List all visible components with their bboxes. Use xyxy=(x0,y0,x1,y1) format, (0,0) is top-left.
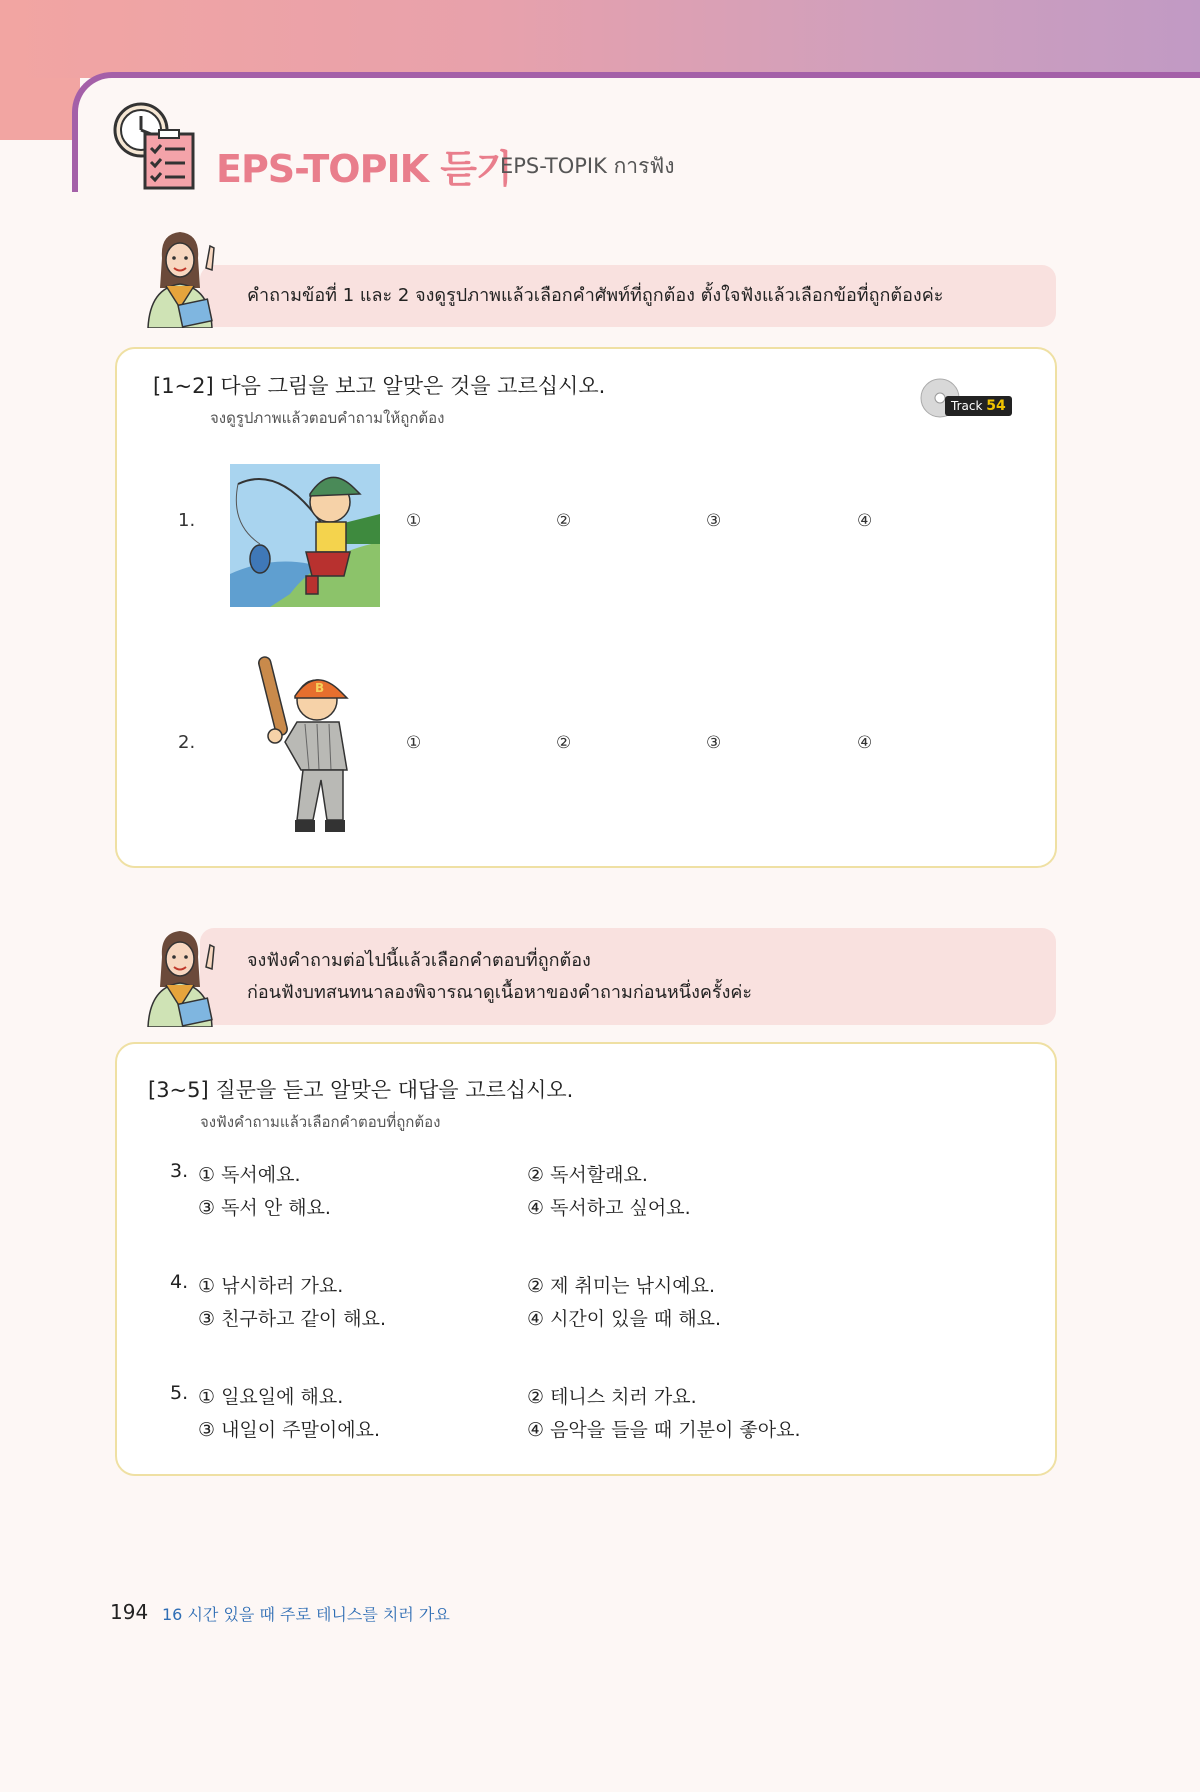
option-1[interactable]: ① xyxy=(406,733,422,753)
answer-option[interactable]: ② 테니스 치러 가요. xyxy=(527,1386,697,1408)
option-3[interactable]: ③ xyxy=(706,511,722,531)
track-number: 54 xyxy=(986,398,1006,414)
page-title: EPS-TOPIK 듣기 xyxy=(216,147,512,191)
section1-heading: [1~2] 다음 그림을 보고 알맞은 것을 고르십시오. xyxy=(153,374,606,398)
answer-option[interactable]: ③ 독서 안 해요. xyxy=(198,1197,331,1219)
option-2[interactable]: ② xyxy=(556,511,572,531)
question-number: 5. xyxy=(170,1382,189,1404)
answer-option[interactable]: ④ 독서하고 싶어요. xyxy=(527,1197,691,1219)
option-3[interactable]: ③ xyxy=(706,733,722,753)
top-corner-block xyxy=(0,78,80,140)
svg-text:B: B xyxy=(315,681,325,695)
answer-option[interactable]: ③ 내일이 주말이에요. xyxy=(198,1419,380,1441)
section2-heading: [3~5] 질문을 듣고 알맞은 대답을 고르십시오. xyxy=(148,1078,574,1102)
answer-option[interactable]: ② 제 취미는 낚시예요. xyxy=(527,1275,716,1297)
track-label: Track xyxy=(951,399,983,413)
question-number: 2. xyxy=(178,732,196,753)
chapter-title: 16 시간 있을 때 주로 테니스를 치러 가요 xyxy=(162,1605,450,1624)
answer-option[interactable]: ② 독서할래요. xyxy=(527,1164,648,1186)
page-frame xyxy=(72,72,1200,1778)
question-number: 3. xyxy=(170,1160,189,1182)
page-number: 194 xyxy=(110,1600,149,1624)
answer-option[interactable]: ④ 음악을 들을 때 기분이 좋아요. xyxy=(527,1419,801,1441)
option-4[interactable]: ④ xyxy=(857,511,873,531)
section2-subheading: จงฟังคำถามแล้วเลือกคำตอบที่ถูกต้อง xyxy=(200,1113,441,1131)
question-number: 4. xyxy=(170,1271,189,1293)
option-2[interactable]: ② xyxy=(556,733,572,753)
section1-subheading: จงดูรูปภาพแล้วตอบคำถามให้ถูกต้อง xyxy=(210,409,445,427)
answer-option[interactable]: ④ 시간이 있을 때 해요. xyxy=(527,1308,722,1330)
clock-checklist-icon xyxy=(113,100,197,192)
fishing-illustration xyxy=(230,464,380,607)
instruction-text-1: คำถามข้อที่ 1 และ 2 จงดูรูปภาพแล้วเลือกคำศัพท์ที่ถูกต้อง ตั้งใจฟังแล้วเลือกข้อที่ถูกต้องค่ะ xyxy=(247,285,944,306)
answer-option[interactable]: ① 낚시하러 가요. xyxy=(198,1275,344,1297)
answer-option[interactable]: ① 일요일에 해요. xyxy=(198,1386,344,1408)
option-4[interactable]: ④ xyxy=(857,733,873,753)
instruction-text-2b: ก่อนฟังบทสนทนาลองพิจารณาดูเนื้อหาของคำถามก่อนหนึ่งครั้งค่ะ xyxy=(247,982,753,1003)
answer-option[interactable]: ① 독서예요. xyxy=(198,1164,301,1186)
answer-option[interactable]: ③ 친구하고 같이 해요. xyxy=(198,1308,387,1330)
teacher-illustration xyxy=(140,927,236,1027)
frame-mask xyxy=(68,192,82,1792)
baseball-player-illustration xyxy=(255,652,370,847)
option-1[interactable]: ① xyxy=(406,511,422,531)
teacher-illustration xyxy=(140,228,236,328)
question-box-2 xyxy=(115,1042,1057,1476)
instruction-text-2a: จงฟังคำถามต่อไปนี้แล้วเลือกคำตอบที่ถูกต้อง xyxy=(247,950,591,971)
track-badge xyxy=(945,396,1012,416)
top-banner xyxy=(0,0,1200,78)
page-subtitle: EPS-TOPIK การฟัง xyxy=(500,154,675,178)
question-number: 1. xyxy=(178,510,196,531)
